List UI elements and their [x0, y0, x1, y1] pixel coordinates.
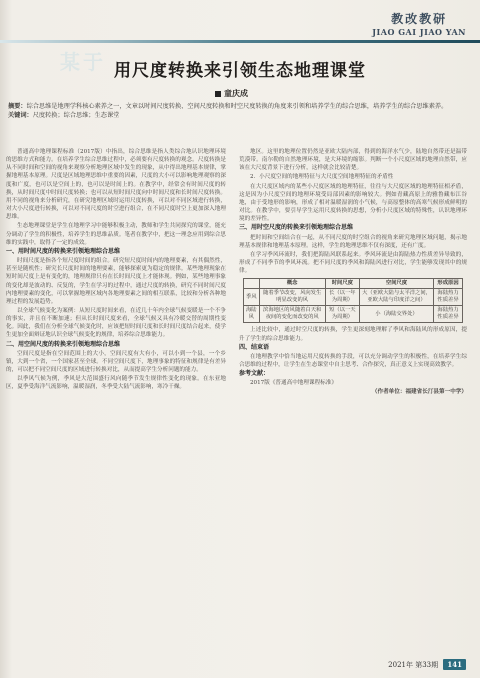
abstract-line — [8, 102, 468, 111]
table-header-cell: 时间尺度 — [325, 279, 359, 289]
comparison-table — [243, 278, 463, 323]
table-header-cell: 形成原因 — [434, 279, 463, 289]
reference-item: 2017版《普通高中地理课程标准》 — [250, 380, 337, 387]
body-paragraph: 空间尺度是指在空间范围上的大小，空间尺度有大有小，可以小到一个县，一个乡镇，大到一个省，一个国家甚至全球。不同空间尺度下，地理事象的特征和规律是有差异的，可以把不同空间尺度的区域进行转换对比，从而提高学生分析问题的能力。 — [6, 350, 226, 374]
keywords-label: 关键词： — [8, 112, 33, 120]
author-marker-icon — [215, 91, 221, 97]
table-cell: 海陆热力性质差异 — [434, 306, 463, 323]
body-paragraph: 把时间和空间结合在一起，从不同尺度的时空组合的视角来研究地理区域问题，揭示地理基本规律和地理基本原理。这样，学生的地理思维不仅有深度，还有广度。 — [239, 234, 467, 249]
table-cell: 小（海陆交界处） — [359, 306, 433, 323]
body-paragraph: 在大尺度区域内的某些小尺度区域的地理特征，往往与大尺度区域的地理特征相矛盾，这是因为小尺度空间的地理环境受局部因素的影响较大。例如青藏高原上的雅鲁藏布江谷地，由于受地形的影响，形成了相对温暖湿润的小气候，与高原整体的高寒气候形成鲜明的对比。在教学中，要引导学生运用尺度转换的思想，分析小尺度区域的特殊性，认识地理环境的差异性。 — [239, 183, 467, 223]
section-heading: 三、用时空尺度的转换来引领地理综合思维 — [239, 224, 354, 232]
abstract-block — [8, 102, 468, 121]
footer-issue: 第33期 — [415, 661, 439, 669]
header-rule — [0, 40, 480, 43]
footer-year: 2021年 — [388, 661, 413, 669]
author-unit: （作者单位：福建省长汀县第一中学） — [371, 389, 467, 396]
table-row — [244, 289, 463, 306]
page-footer — [388, 659, 466, 670]
keywords-line — [8, 111, 468, 120]
article-title: 用尺度转换来引领生态地理课堂 — [114, 61, 366, 81]
body-paragraph: 在学习季风环流时，我们把海陆风联系起来。季风环流是由海陆热力性质差异导致的，形成了不同季节的季风环流。把不同尺度的季风和海陆风进行对比，学生能够发现其中的规律。 — [239, 251, 467, 275]
table-cell: 海陆热力性质差异 — [434, 289, 463, 306]
table-cell: 随着季节改变，风向发生明显改变的风 — [259, 289, 325, 306]
table-cell: 季风 — [244, 289, 260, 306]
body-paragraph: 普通高中地理课程标准（2017版）中指出，综合思维是指人类综合地认识地理环境的思维方式和能力。在培养学生综合思维过程中，必须要有尺度转换的观念。尺度转换是从不同时间和空间的视角来观察分析地理区域中发生的现象，从中得出地理基本规律，掌握地理基本原理。尺度是区域地理思维中重要的因素，尺度的大小可以影响地理观察的深度和广度，也可以是空间上的，也可以是时间上的。在教学中，经常会有时间尺度的转换，从时间尺度中时间尺度转换；也可以从短时间尺度向中时间尺度和长时间尺度转换。用不同的视角来分析研究，在研究地理区域时运用尺度转换，可以对不同区域进行转换，对大小尺度进行转换，可以对不同尺度的时空进行组合，在不同尺度时空上更加深入地理思维。 — [6, 149, 226, 221]
left-column — [6, 148, 226, 393]
keywords-text: 尺度转换；综合思维；生态课堂 — [32, 112, 120, 120]
abstract-label: 摘要： — [8, 103, 27, 110]
body-paragraph: 生态地理课堂是学生在地理学习中能够积极主动，教师和学生共同探究的课堂，能充分调动了学生的积极性，培养学生的思维品质。笔者在教学中，把这一理念应用到综合思维的实践中，取得了一定的成效。 — [6, 223, 226, 246]
table-cell: 滨海地区的风随着白天和夜间的变化而改变的风 — [259, 306, 325, 323]
table-header-cell — [244, 279, 260, 289]
author-name: 童庆成 — [224, 88, 248, 98]
section-title-en: JIAO GAI JIAO YAN — [372, 27, 466, 37]
body-paragraph: 时间尺度是指各个短尺度时间的组合。研究短尺度时间内的地理要素，有其偶然性，甚至是随机性；研究长尺度时间的地理要素，能够探索更为稳定的规律。某些地理现象在短时间尺度上是有变化的，地理规律只有在长时间尺度上才能体现。例如，某些地理事象的变化却是波动的、反复的，学生在学习的过程中，通过尺度的转换，研究不同时间尺度内地理要素的变化，可以掌握地理区域内各地理要素之间的相互联系，比较和分析各种地理过程的发展趋势。 — [6, 258, 226, 305]
page-number: 141 — [443, 659, 466, 670]
right-column — [239, 148, 467, 398]
references-heading: 参考文献： — [239, 370, 270, 378]
table-cell: 海陆风 — [244, 306, 260, 323]
section-header — [372, 10, 466, 37]
body-paragraph: 在地理教学中恰当地运用尺度转换的手段，可以充分调动学生的积极性，在培养学生综合思维的过程中，让学生在生态课堂中自主思考、合作探究，真正意义上实现高效教学。 — [239, 353, 467, 368]
author-line — [215, 88, 248, 99]
table-header-cell: 概念 — [259, 279, 325, 289]
body-paragraph: 以季风气候为例，季风是大范围盛行风向随季节发生规律性变化的现象。在东亚地区，夏季受海洋气流影响，温暖湿润，冬季受大陆气流影响，寒冷干燥。 — [6, 376, 226, 391]
section-heading: 四、结束语 — [239, 343, 270, 351]
section-heading: 二、用空间尺度的转换来引领地理综合思维 — [6, 340, 121, 348]
table-header-cell: 空间尺度 — [359, 279, 433, 289]
body-paragraph: 以全球气候变化为案例：从短尺度时间来看，在近几十年内全球气候变暖是一个不争的事实，并且在不断加速；但从长时间尺度来看，全球气候又具有冷暖交替的周期性变化。因此，我们在分析全球气候变化时，应该把短时间尺度和长时间尺度结合起来，使学生更加全面辩证地认识全球气候变化的规律，培养综合思维能力。 — [6, 307, 226, 339]
table-header-row — [244, 279, 463, 289]
abstract-text: 综合思维是地理学科核心素养之一，文章以时间尺度转换、空间尺度转换和时空尺度转换的角度来引领和培养学生的综合思维，培养学生的综合思维素养。 — [26, 103, 448, 110]
section-title-cn: 教改教研 — [391, 12, 448, 26]
table-cell: 长（以一年为周期） — [325, 289, 359, 306]
table-cell: 短（以一天为周期） — [325, 306, 359, 323]
table-row — [244, 306, 463, 323]
table-cell: 大（亚欧大陆与太平洋之间，亚欧大陆与印度洋之间） — [359, 289, 433, 306]
body-paragraph: 上述比较中，通过时空尺度的转换，学生更深刻地理解了季风和海陆风的形成原因，提升了学生的综合思维能力。 — [239, 327, 467, 342]
body-paragraph: 2．小尺度空间的地理特征与大尺度空间地理特征的矛盾性 — [250, 174, 394, 181]
section-heading: 一、用时间尺度的转换来引领地理综合思维 — [6, 247, 121, 255]
watermark-text: 某于 — [60, 50, 106, 74]
body-paragraph: 地区。这里的地理位置仍然是亚欧大陆内部，得到的海洋水气少，陆地自然带还是温带荒漠带。南尔勒的自然地理环境，是大环境的缩影。判断一个小尺度区域的地理自然带，应该在大尺度背景下进行分析，这样就会比较清楚。 — [239, 149, 467, 172]
